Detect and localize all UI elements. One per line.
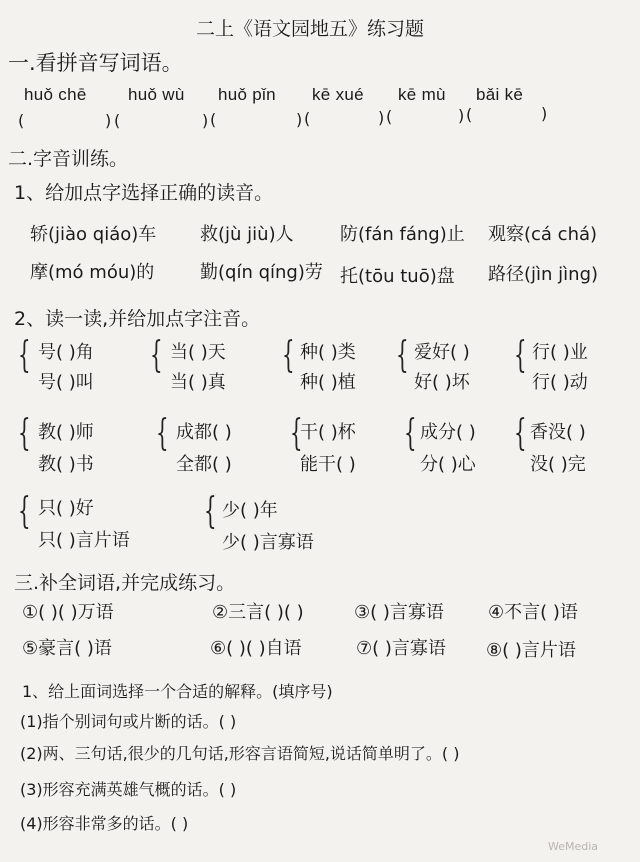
paren-open: ( [466,105,473,124]
definition-item: (2)两、三句话,很少的几句话,形容言语简短,说话简单明了。( ) [20,744,460,763]
pinyin-pair-item: 只( )言片语 [38,530,130,551]
brace: { [290,413,303,454]
pinyin-pair-item: 种( )植 [300,372,356,393]
pinyin-2: huǒ wù [128,85,185,104]
paren-close: ) [378,108,385,127]
paren-open: ( [386,107,393,126]
page-title: 二上《语文园地五》练习题 [196,18,425,40]
paren-open: ( [304,109,311,128]
reading-choice: 防(fán fáng)止 [340,224,465,245]
reading-choice: 路径(jìn jìng) [488,264,599,285]
subsection-2-2: 2、读一读,并给加点字注音。 [14,308,261,330]
paren-close: ) [458,106,465,125]
pinyin-pair-item: 能干( ) [300,454,356,475]
pinyin-3: huǒ pǐn [218,85,276,104]
idiom-blank: ⑥( )( )自语 [210,638,302,659]
pinyin-pair-item: 号( )角 [38,342,94,363]
pinyin-5: kē mù [398,85,446,104]
brace: { [204,491,217,532]
brace: { [514,413,527,454]
pinyin-1: huǒ chē [24,85,87,104]
pinyin-pair-item: 号( )叫 [38,372,94,393]
pinyin-6: bǎi kē [476,85,524,104]
idiom-blank: ⑦( )言寡语 [356,638,446,659]
reading-choice: 摩(mó móu)的 [30,262,155,283]
brace: { [150,335,163,376]
paren-open: ( [114,111,121,130]
pinyin-pair-item: 分( )心 [420,454,476,475]
pinyin-pair-item: 种( )类 [300,342,356,363]
brace: { [18,413,31,454]
pinyin-pair-item: 香没( ) [530,422,586,443]
watermark: WeMedia [548,840,599,853]
brace: { [282,335,295,376]
reading-choice: 观察(cá chá) [488,224,598,245]
paren-close: ) [202,111,209,130]
pinyin-pair-item: 少( )年 [222,500,278,521]
idiom-blank: ⑧( )言片语 [486,640,576,661]
reading-choice: 救(jù jiù)人 [200,224,294,245]
brace: { [18,335,31,376]
pinyin-pair-item: 成分( ) [420,422,476,443]
paren-close: ) [296,110,303,129]
paren-close: ) [105,111,112,130]
pinyin-pair-item: 干( )杯 [300,422,356,443]
pinyin-pair-item: 好( )坏 [414,372,470,393]
pinyin-pair-item: 行( )动 [532,372,588,393]
pinyin-pair-item: 爱好( ) [414,342,470,363]
idiom-blank: ④不言( )语 [488,602,578,623]
section-3-heading: 三.补全词语,并完成练习。 [14,572,236,594]
definition-item: (3)形容充满英雄气概的话。( ) [20,780,237,799]
brace: { [396,335,409,376]
brace: { [404,413,417,454]
idiom-blank: ②三言( )( ) [212,602,304,623]
definition-item: (4)形容非常多的话。( ) [20,814,189,833]
idiom-blank: ③( )言寡语 [354,602,444,623]
pinyin-4: kē xué [312,85,364,104]
pinyin-pair-item: 没( )完 [530,454,586,475]
pinyin-pair-item: 当( )真 [170,372,226,393]
pinyin-pair-item: 全都( ) [176,454,232,475]
pinyin-pair-item: 少( )言寡语 [222,532,314,553]
definition-item: (1)指个别词句或片断的话。( ) [20,712,237,731]
pinyin-pair-item: 教( )师 [38,422,94,443]
pinyin-pair-item: 行( )业 [532,342,588,363]
section-2-heading: 二.字音训练。 [8,148,129,170]
paren-open: ( [18,111,25,130]
brace: { [514,335,527,376]
brace: { [156,413,169,454]
reading-choice: 勤(qín qíng)劳 [200,262,323,283]
reading-choice: 托(tōu tuō)盘 [340,266,455,287]
section-1-heading: 一.看拼音写词语。 [8,51,183,75]
pinyin-pair-item: 只( )好 [38,498,94,519]
pinyin-pair-item: 当( )天 [170,342,226,363]
paren-close: ) [541,104,548,123]
pinyin-pair-item: 教( )书 [38,454,94,475]
idiom-blank: ①( )( )万语 [22,602,114,623]
subsection-2-1: 1、给加点字选择正确的读音。 [14,182,274,204]
brace: { [18,491,31,532]
idiom-blank: ⑤豪言( )语 [22,638,112,659]
pinyin-pair-item: 成都( ) [176,422,232,443]
paren-open: ( [210,110,217,129]
subsection-3-1: 1、给上面词选择一个合适的解释。(填序号) [22,682,333,701]
reading-choice: 轿(jiào qiáo)车 [30,224,157,245]
